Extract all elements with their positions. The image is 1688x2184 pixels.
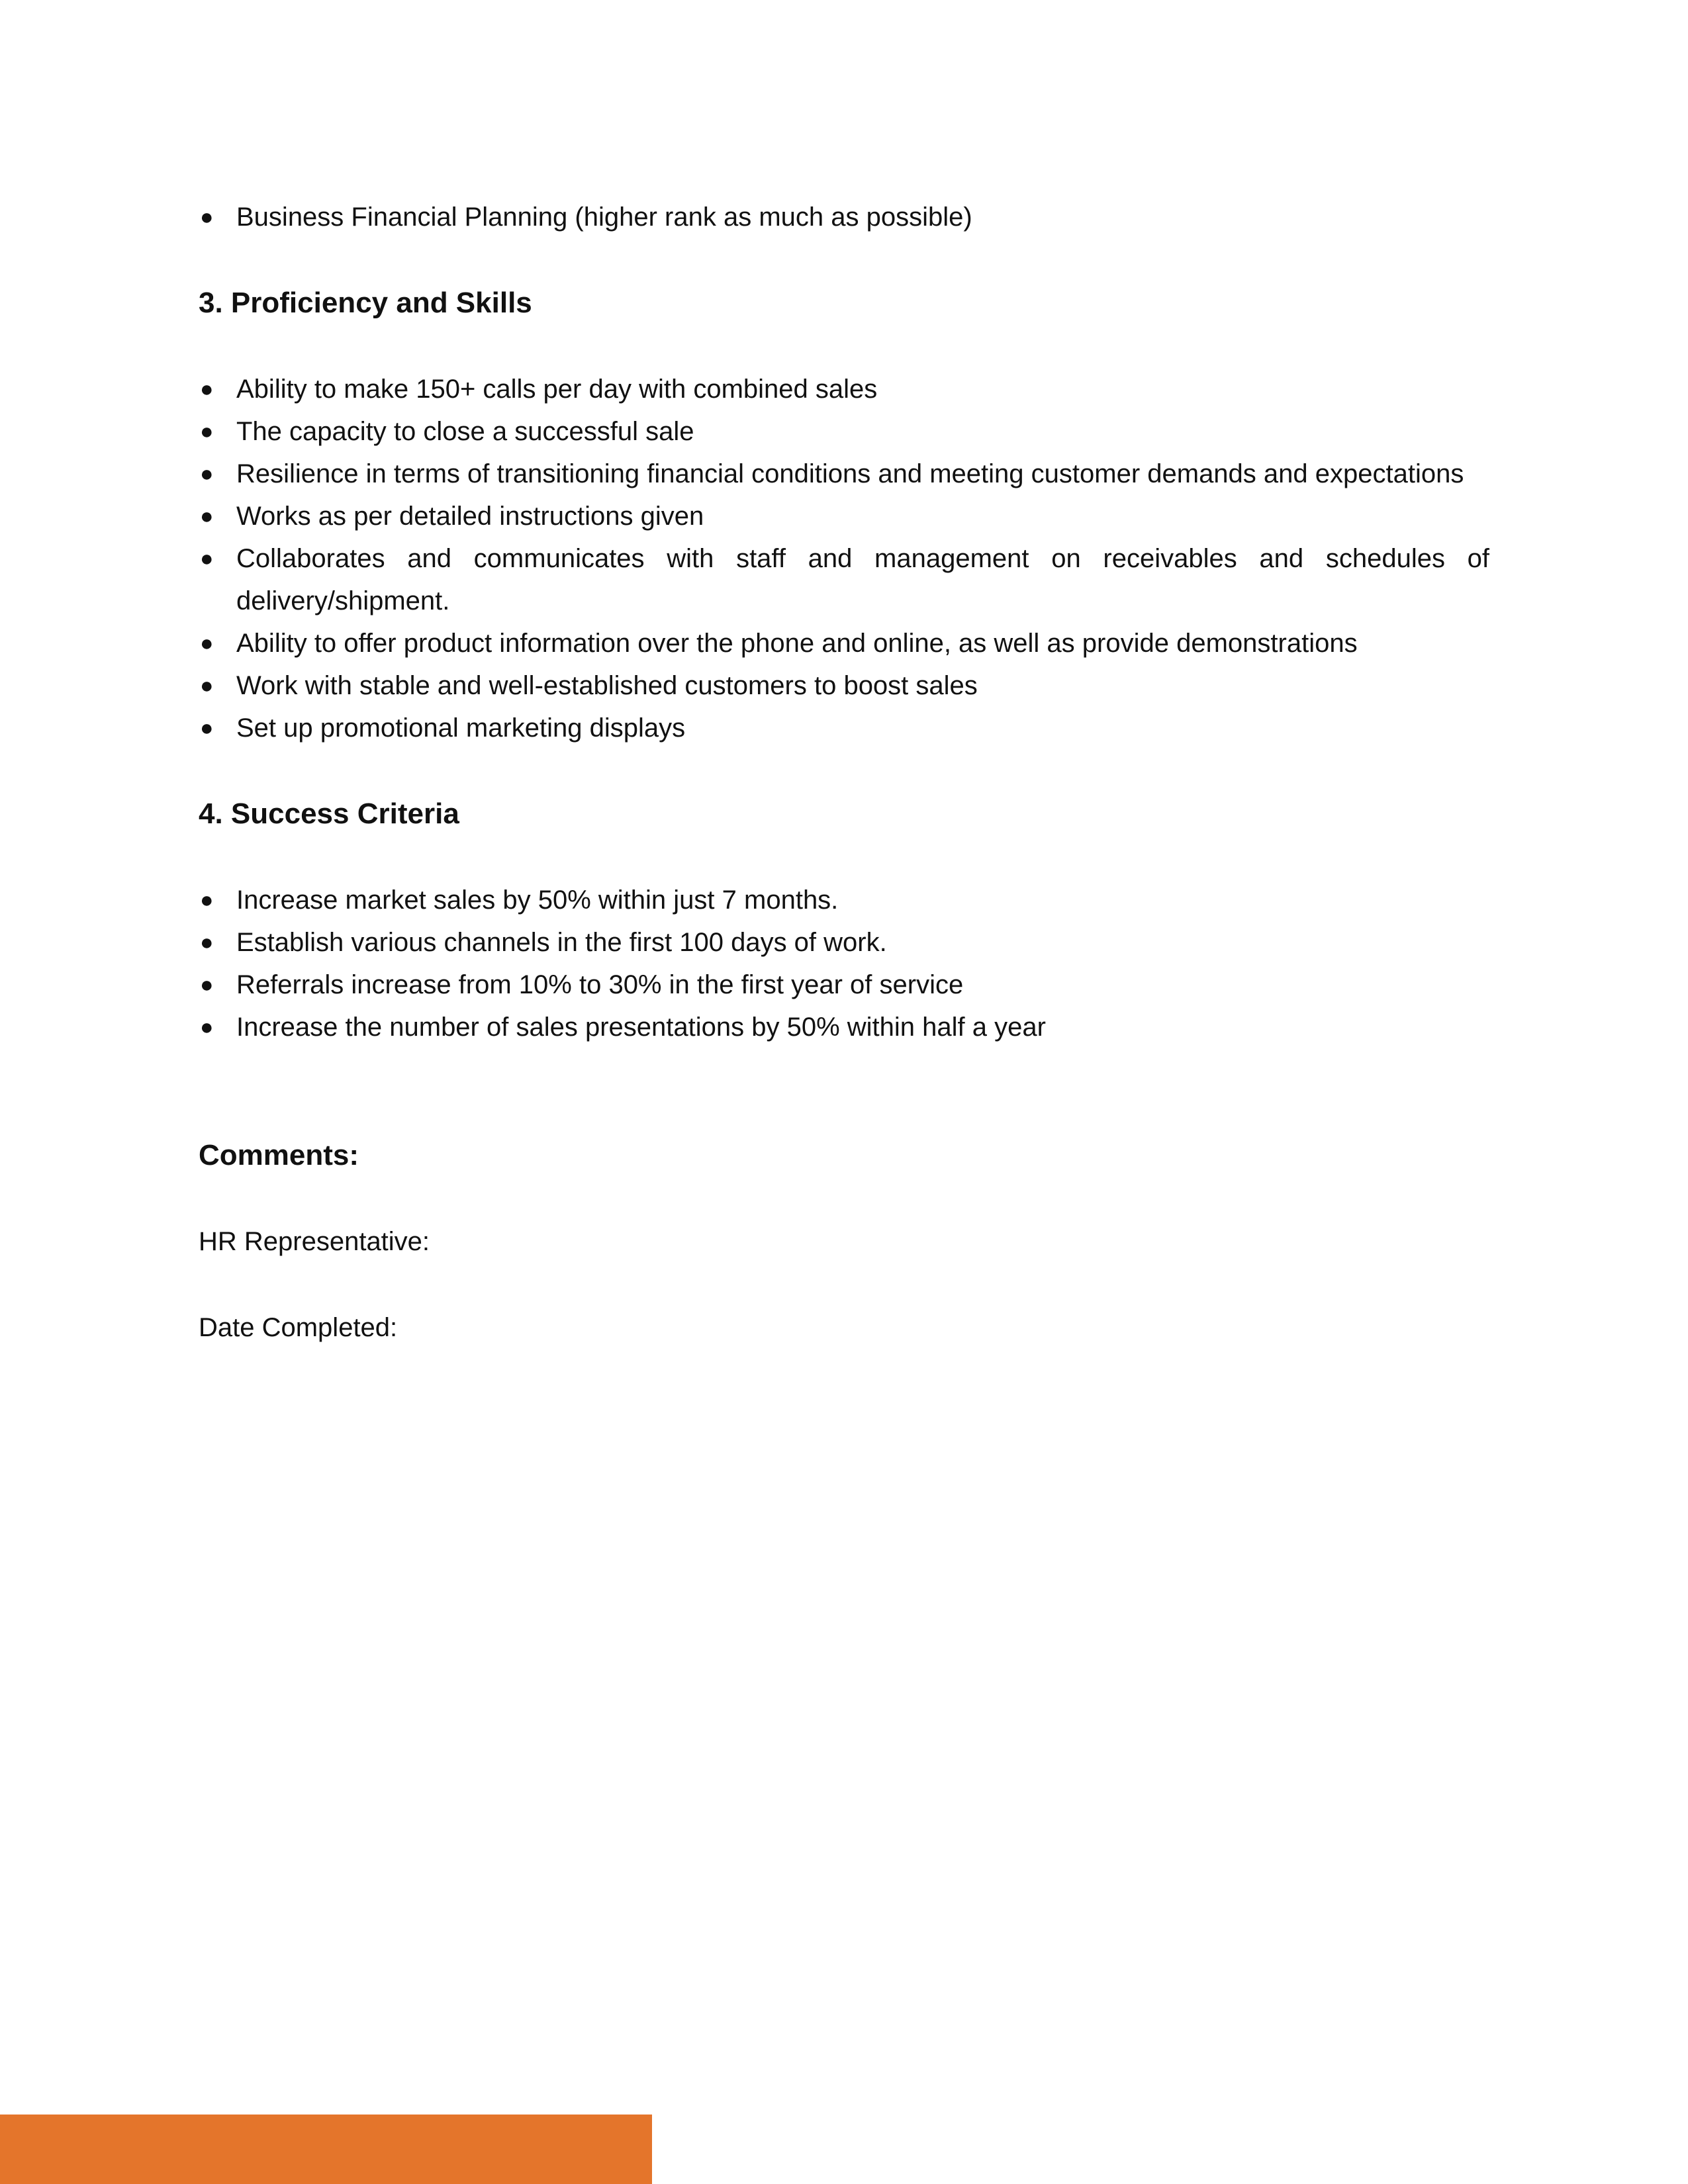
list-item <box>199 664 1489 707</box>
bullet-icon: ● <box>200 631 214 656</box>
list-item-text: Referrals increase from 10% to 30% in the first year of service <box>236 970 964 999</box>
section-heading-success-criteria: 4. Success Criteria <box>199 797 459 830</box>
bullet-icon: ● <box>200 930 214 955</box>
date-completed-label: Date Completed: <box>199 1313 398 1342</box>
list-item <box>199 707 1489 749</box>
list-item-text: Resilience in terms of transitioning financial conditions and meeting customer demands and expectations <box>236 459 1464 488</box>
bullet-icon: ● <box>200 504 214 529</box>
list-item <box>199 964 1489 1006</box>
bullet-icon: ● <box>200 1015 214 1040</box>
footer-accent-bar <box>0 2115 652 2184</box>
list-item-text: Increase market sales by 50% within just 7 months. <box>236 886 839 915</box>
page-content <box>199 196 1489 1349</box>
list-item-text: Ability to offer product information over the phone and online, as well as provide demonstrations <box>236 629 1358 658</box>
list-item <box>199 921 1489 964</box>
list-item <box>199 1006 1489 1048</box>
list-item <box>199 196 1489 238</box>
list-item-text: Works as per detailed instructions given <box>236 502 704 531</box>
success-criteria-bullet-list <box>199 879 1489 1048</box>
bullet-icon: ● <box>200 887 214 913</box>
list-item-text: Collaborates and communicates with staff and management on receivables and schedules of delivery/shipment. <box>236 544 1489 615</box>
list-item <box>199 537 1489 622</box>
hr-representative-label: HR Representative: <box>199 1227 430 1256</box>
bullet-icon: ● <box>200 715 214 741</box>
list-item-text: Ability to make 150+ calls per day with combined sales <box>236 375 878 404</box>
bullet-icon: ● <box>200 461 214 486</box>
list-item-text: Set up promotional marketing displays <box>236 713 686 743</box>
list-item <box>199 410 1489 453</box>
list-item <box>199 622 1489 664</box>
bullet-icon: ● <box>200 205 214 230</box>
list-item-text: The capacity to close a successful sale <box>236 417 694 446</box>
comments-heading: Comments: <box>199 1139 359 1171</box>
list-item <box>199 879 1489 921</box>
list-item-text: Work with stable and well-established customers to boost sales <box>236 671 978 700</box>
list-item-text: Business Financial Planning (higher rank as much as possible) <box>236 203 972 232</box>
bullet-icon: ● <box>200 377 214 402</box>
intro-bullet-list <box>199 196 1489 238</box>
bullet-icon: ● <box>200 972 214 997</box>
list-item <box>199 453 1489 495</box>
proficiency-bullet-list <box>199 368 1489 749</box>
bullet-icon: ● <box>200 419 214 444</box>
list-item-text: Increase the number of sales presentations by 50% within half a year <box>236 1013 1046 1042</box>
list-item-text: Establish various channels in the first 100 days of work. <box>236 928 887 957</box>
bullet-icon: ● <box>200 673 214 698</box>
list-item <box>199 368 1489 410</box>
list-item <box>199 495 1489 537</box>
bullet-icon: ● <box>200 546 214 571</box>
section-heading-proficiency: 3. Proficiency and Skills <box>199 287 532 319</box>
